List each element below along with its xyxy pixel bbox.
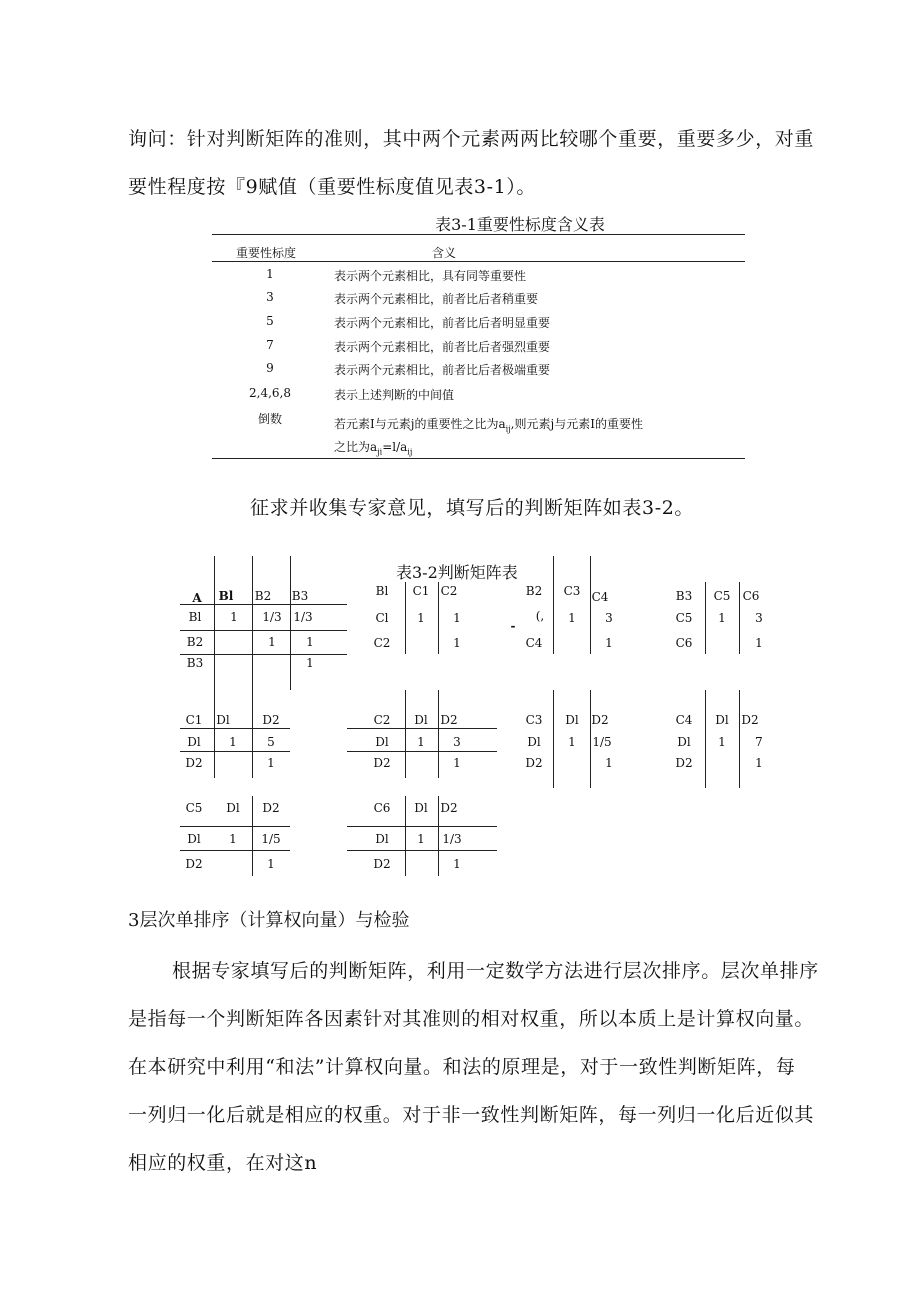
matrix-cell: 1/5 — [261, 832, 281, 846]
section-heading: 3层次单排序（计算权向量）与检验 — [128, 910, 410, 931]
matrix-row-header: C5 — [675, 611, 693, 625]
matrix-row-header: (, — [535, 609, 545, 623]
matrix-cell: 1 — [755, 636, 763, 650]
table31-scale-cell: 1 — [266, 267, 274, 281]
matrix-corner: C2 — [373, 713, 391, 727]
table31-meaning-cell: 表示两个元素相比，前者比后者极端重要 — [334, 363, 551, 377]
table31-scale-cell: 7 — [266, 338, 274, 352]
matrix-cell: 3 — [453, 735, 461, 749]
matrix-col-header: D2 — [440, 801, 458, 815]
matrix-col-header: D2 — [262, 801, 280, 815]
matrix-cell: 1 — [267, 857, 275, 871]
matrix-cell: 3 — [755, 611, 763, 625]
matrix-row-header: D2 — [373, 756, 391, 770]
table31-scale-cell: 2,4,6,8 — [249, 386, 291, 400]
matrix-col-header: D2 — [591, 713, 609, 727]
table31-reciprocal-line-2: 之比为$a_{ji}=l/a_{ij}$ — [334, 440, 413, 457]
table31-header-scale: 重要性标度 — [236, 246, 297, 260]
table31-top-rule — [212, 234, 745, 235]
matrix-row-header: B2 — [186, 635, 204, 649]
matrix-cell: 1 — [718, 735, 726, 749]
matrix-row-header: D2 — [185, 857, 203, 871]
table31-scale-cell: 5 — [266, 314, 274, 328]
matrix-cell: 1 — [453, 611, 461, 625]
matrix-col-header: Dl — [414, 713, 428, 727]
section-paragraph-line: 是指每一个判断矩阵各因素针对其准则的相对权重，所以本质上是计算权向量。 — [128, 1008, 815, 1030]
matrix-row-header: Cl — [375, 611, 389, 625]
matrix-cell: 1/5 — [592, 735, 612, 749]
matrix-col-header: C3 — [563, 584, 581, 598]
matrix-cell: 1 — [568, 611, 576, 625]
matrix-col-header: B3 — [291, 589, 309, 603]
matrix-row-header: D2 — [525, 756, 543, 770]
matrix-cell: 1/3 — [442, 832, 462, 846]
table31-meaning-cell: 表示上述判断的中间值 — [334, 388, 455, 402]
matrix-cell: 1 — [417, 735, 425, 749]
matrix-row-header: C4 — [525, 636, 543, 650]
matrix-row-header: Dl — [527, 735, 541, 749]
matrix-cell: 1 — [417, 611, 425, 625]
matrix-cell: 1 — [267, 756, 275, 770]
matrix-cell: 1 — [453, 857, 461, 871]
table31-header-rule — [212, 261, 745, 262]
matrix-row-header: C2 — [373, 636, 391, 650]
matrix-row-header: Dl — [375, 832, 389, 846]
table31-scale-cell: 9 — [266, 361, 274, 375]
table31-scale-cell: 3 — [266, 290, 274, 304]
matrix-corner: C4 — [675, 713, 693, 727]
matrix-col-header: Dl — [226, 801, 240, 815]
matrix-row-header: D2 — [185, 756, 203, 770]
matrix-col-header: C5 — [713, 589, 731, 603]
section-paragraph-line: 根据专家填写后的判断矩阵，利用一定数学方法进行层次排序。层次单排序 — [172, 960, 819, 982]
matrix-row-header: Dl — [677, 735, 691, 749]
matrix-cell: 1/3 — [293, 610, 313, 624]
matrix-corner: B3 — [675, 589, 693, 603]
matrix-corner: C3 — [525, 713, 543, 727]
section-paragraph-line: 相应的权重，在对这n — [128, 1152, 318, 1174]
section-paragraph-line: 在本研究中利用“和法”计算权向量。和法的原理是，对于一致性判断矩阵，每 — [128, 1056, 796, 1078]
matrix-cell: 1 — [417, 832, 425, 846]
matrix-cell: 1 — [605, 756, 613, 770]
matrix-col-header: C4 — [591, 590, 609, 604]
matrix-col-header: D2 — [741, 713, 759, 727]
matrix-cell: 1 — [306, 656, 314, 670]
matrix-cell: 1 — [755, 756, 763, 770]
matrix-cell: 7 — [755, 735, 763, 749]
matrix-corner: C5 — [185, 801, 203, 815]
matrix-cell: 1/3 — [262, 610, 282, 624]
matrix-col-header: C2 — [440, 584, 458, 598]
matrix-row-header: Dl — [375, 735, 389, 749]
matrix-cell: 5 — [267, 735, 275, 749]
matrix-row-header: Dl — [187, 832, 201, 846]
table31-caption: 表3-1重要性标度含义表 — [435, 215, 605, 234]
matrix-col-header: Bl — [218, 589, 234, 603]
matrix-cell: 1 — [229, 832, 237, 846]
matrix-col-header: Dl — [715, 713, 729, 727]
table31-meaning-cell: 表示两个元素相比，前者比后者强烈重要 — [334, 340, 551, 354]
matrix-col-header: C1 — [412, 584, 430, 598]
matrix-cell: 1 — [568, 735, 576, 749]
table32-caption: 表3-2判断矩阵表 — [396, 563, 518, 582]
matrix-col-header: D2 — [262, 713, 280, 727]
matrix-col-header: Dl — [216, 713, 230, 727]
intro-line-1: 询问：针对判断矩阵的准则，其中两个元素两两比较哪个重要，重要多少，对重 — [128, 128, 815, 150]
matrix-corner: A — [192, 591, 202, 605]
matrix-corner: C6 — [373, 801, 391, 815]
matrix-cell: 1 — [718, 611, 726, 625]
matrix-row-header: Bl — [188, 610, 202, 624]
section-paragraph-line: 一列归一化后就是相应的权重。对于非一致性判断矩阵，每一列归一化后近似其 — [128, 1104, 815, 1126]
matrix-col-header: C6 — [742, 589, 760, 603]
table31-reciprocal-line-1: 若元素I与元素j的重要性之比为$a_{ij}$,则元素j与元素I的重要性 — [334, 417, 643, 434]
matrix-row-header: B3 — [186, 656, 204, 670]
table31-meaning-cell: 表示两个元素相比，前者比后者稍重要 — [334, 292, 539, 306]
matrix-cell: 3 — [605, 611, 613, 625]
table31-bottom-rule — [212, 458, 745, 459]
matrix-corner: B2 — [525, 584, 543, 598]
table31-scale-cell: 倒数 — [257, 412, 282, 426]
matrix-row-header: D2 — [675, 756, 693, 770]
matrix-corner: Bl — [375, 584, 389, 598]
matrix-cell: 1 — [453, 636, 461, 650]
mid-text: 征求并收集专家意见，填写后的判断矩阵如表3-2。 — [250, 497, 694, 519]
table31-header-meaning: 含义 — [432, 246, 457, 260]
matrix-cell: 1 — [453, 756, 461, 770]
matrix-col-header: D2 — [440, 713, 458, 727]
stray-dash: - — [510, 619, 516, 633]
table31-meaning-cell: 表示两个元素相比，具有同等重要性 — [334, 269, 527, 283]
matrix-cell: 1 — [230, 610, 238, 624]
matrix-col-header: Dl — [414, 801, 428, 815]
matrix-row-header: Dl — [187, 735, 201, 749]
matrix-cell: 1 — [306, 635, 314, 649]
intro-line-2: 要性程度按『9赋值（重要性标度值见表3-1）。 — [128, 176, 536, 198]
matrix-cell: 1 — [229, 735, 237, 749]
matrix-corner: C1 — [185, 713, 203, 727]
matrix-cell: 1 — [268, 635, 276, 649]
matrix-col-header: Dl — [565, 713, 579, 727]
matrix-col-header: B2 — [254, 589, 272, 603]
matrix-row-header: C6 — [675, 636, 693, 650]
table31-meaning-cell: 表示两个元素相比，前者比后者明显重要 — [334, 316, 551, 330]
matrix-cell: 1 — [605, 636, 613, 650]
matrix-row-header: D2 — [373, 857, 391, 871]
